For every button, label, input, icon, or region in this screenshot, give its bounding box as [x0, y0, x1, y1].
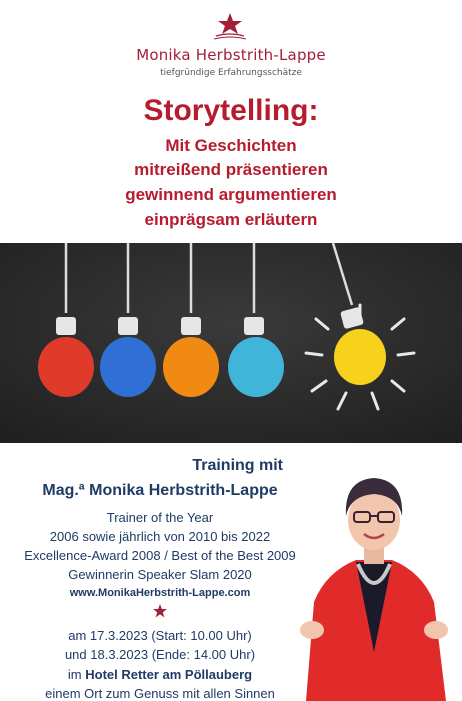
venue-line: [0, 667, 320, 682]
lightbulbs-hero-image: [0, 243, 462, 443]
credential-3: Excellence-Award 2008 / Best of the Best 2009: [24, 548, 296, 563]
date-start: am 17.3.2023 (Start: 10.00 Uhr): [68, 628, 252, 643]
credential-2: 2006 sowie jährlich von 2010 bis 2022: [49, 529, 271, 544]
date-end: und 18.3.2023 (Ende: 14.00 Uhr): [64, 647, 256, 662]
trainer-portrait: [286, 452, 462, 701]
subheading-1: Mit Geschichten: [165, 136, 297, 155]
credential-4: Gewinnerin Speaker Slam 2020: [68, 567, 252, 582]
venue-prefix: im: [67, 667, 86, 682]
star-divider-icon: [153, 604, 167, 618]
page-title: Storytelling:: [143, 94, 319, 127]
trainer-name: Mag.ª Monika Herbstrith-Lappe: [42, 482, 278, 499]
subheading-4: einprägsam erläutern: [144, 210, 318, 229]
brand-tagline: tiefgründige Erfahrungsschätze: [160, 68, 302, 78]
brand-name: Monika Herbstrith-Lappe: [136, 46, 326, 64]
subheading-3: gewinnend argumentieren: [125, 185, 337, 204]
venue-name: Hotel Retter am Pöllauberg: [85, 667, 253, 682]
training-title: Training mit: [192, 457, 283, 474]
website-link[interactable]: www.MonikaHerbstrith-Lappe.com: [69, 587, 251, 599]
credential-1: Trainer of the Year: [106, 510, 214, 525]
brand-logo: [0, 0, 462, 90]
venue-description: einem Ort zum Genuss mit allen Sinnen: [45, 686, 275, 701]
star-logo-icon: [212, 12, 248, 42]
subheading-2: mitreißend präsentieren: [134, 160, 328, 179]
